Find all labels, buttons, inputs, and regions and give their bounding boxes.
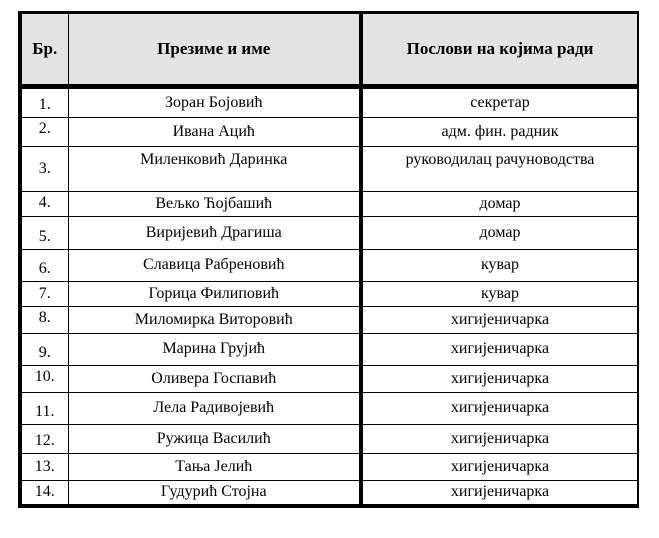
table-row [20, 192, 638, 217]
table-row [20, 282, 638, 307]
row-number-cell: 10. [20, 366, 68, 393]
row-name-cell: Ружица Василић [68, 425, 361, 454]
row-number-cell: 2. [20, 118, 68, 147]
row-job-cell: адм. фин. радник [361, 118, 638, 147]
row-job-cell: руководилац рачуноводства [361, 147, 638, 192]
row-number-cell: 3. [20, 147, 68, 192]
header-cell-number: Бр. [20, 13, 68, 87]
row-number-cell: 7. [20, 282, 68, 307]
table-row [20, 87, 638, 118]
table-row [20, 250, 638, 282]
row-name-cell: Миленковић Даринка [68, 147, 361, 192]
row-number-cell: 14. [20, 481, 68, 506]
row-name-cell: Виријевић Драгиша [68, 217, 361, 250]
row-number-cell: 8. [20, 307, 68, 334]
row-name-cell: Миломирка Виторовић [68, 307, 361, 334]
row-job-cell: домар [361, 192, 638, 217]
row-name-cell: Марина Грујић [68, 334, 361, 366]
row-name-cell: Гудурић Стојна [68, 481, 361, 506]
header-row [20, 13, 638, 87]
table-row [20, 481, 638, 506]
table-row [20, 393, 638, 425]
row-name-cell: Зоран Бојовић [68, 87, 361, 118]
row-number-cell: 12. [20, 425, 68, 454]
row-name-cell: Лела Радивојевић [68, 393, 361, 425]
table-row [20, 334, 638, 366]
row-name-cell: Вељко Ћојбашић [68, 192, 361, 217]
row-job-cell: хигијеничарка [361, 393, 638, 425]
header-cell-job: Послови на којима ради [361, 13, 638, 87]
row-name-cell: Тања Јелић [68, 454, 361, 481]
row-number-cell: 6. [20, 250, 68, 282]
row-job-cell: секретар [361, 87, 638, 118]
row-number-cell: 9. [20, 334, 68, 366]
table-row [20, 307, 638, 334]
row-job-cell: кувар [361, 282, 638, 307]
staff-table [18, 11, 639, 508]
row-name-cell: Славица Рабреновић [68, 250, 361, 282]
row-number-cell: 1. [20, 87, 68, 118]
row-number-cell: 11. [20, 393, 68, 425]
row-job-cell: кувар [361, 250, 638, 282]
row-job-cell: хигијеничарка [361, 307, 638, 334]
row-name-cell: Ивана Ацић [68, 118, 361, 147]
row-job-cell: домар [361, 217, 638, 250]
table-row [20, 366, 638, 393]
row-job-cell: хигијеничарка [361, 454, 638, 481]
row-name-cell: Оливера Госпавић [68, 366, 361, 393]
row-name-cell: Горица Филиповић [68, 282, 361, 307]
table-row [20, 147, 638, 192]
staff-table-container [18, 11, 639, 508]
table-row [20, 454, 638, 481]
row-number-cell: 13. [20, 454, 68, 481]
row-job-cell: хигијеничарка [450, 483, 550, 501]
row-job-cell: хигијеничарка [361, 425, 638, 454]
header-cell-name: Презиме и име [68, 13, 361, 87]
table-row [20, 118, 638, 147]
table-row [20, 425, 638, 454]
row-number-cell: 4. [20, 192, 68, 217]
row-job-cell: хигијеничарка [361, 334, 638, 366]
row-number-cell: 5. [20, 217, 68, 250]
table-row [20, 217, 638, 250]
row-job-cell: хигијеничарка [361, 366, 638, 393]
